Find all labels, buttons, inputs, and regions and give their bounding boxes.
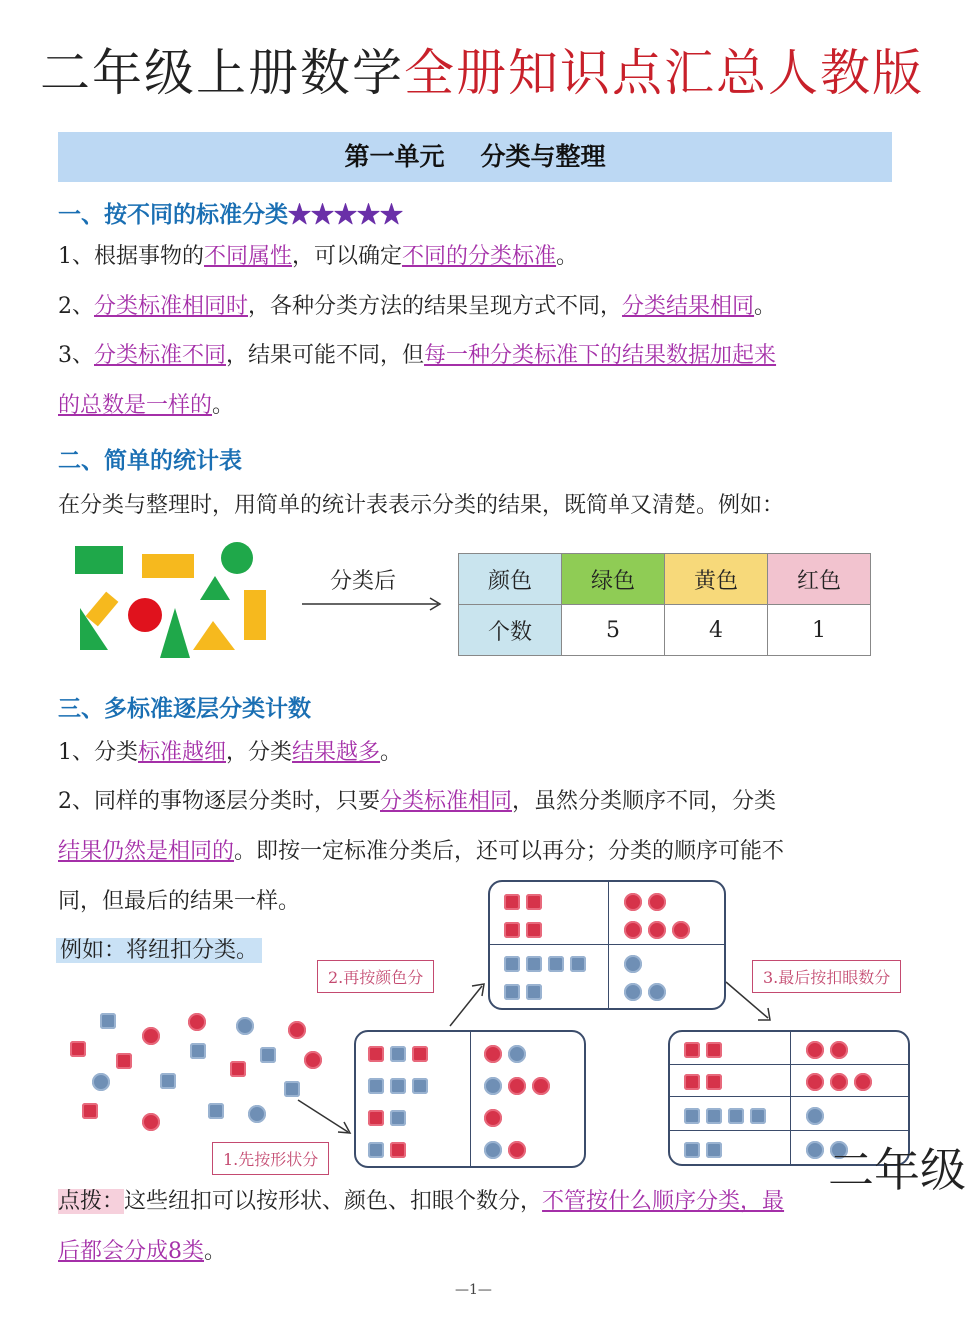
divider xyxy=(670,1096,908,1097)
divider xyxy=(670,1130,908,1131)
text: ，分类 xyxy=(226,740,293,765)
button-row xyxy=(624,952,648,974)
header-red: 红色 xyxy=(768,554,871,605)
button-icon xyxy=(624,921,642,939)
button-icon xyxy=(190,1043,206,1059)
button-icon xyxy=(484,1109,502,1127)
button-icon xyxy=(624,983,642,1001)
button-icon xyxy=(368,1078,384,1094)
text: 。 xyxy=(212,393,235,418)
button-row xyxy=(504,918,548,940)
green-triangle xyxy=(200,576,230,600)
divider xyxy=(608,882,609,1008)
shapes-illustration xyxy=(70,538,280,663)
section1-line3 xyxy=(58,340,776,372)
corner-title-fragment: 二年级 xyxy=(828,1143,966,1197)
section3-line2 xyxy=(58,786,776,818)
button-row xyxy=(368,1138,412,1160)
divider xyxy=(490,944,724,945)
button-row xyxy=(504,980,548,1002)
button-icon xyxy=(508,1077,526,1095)
button-icon xyxy=(100,1013,116,1029)
section1-line2 xyxy=(58,291,776,323)
tip-colon: ： xyxy=(102,1189,125,1214)
button-icon xyxy=(508,1141,526,1159)
example-wrapper xyxy=(56,935,262,967)
button-row xyxy=(624,890,672,912)
button-icon xyxy=(208,1103,224,1119)
underlined-key: 不同属性 xyxy=(204,244,293,269)
button-icon xyxy=(368,1110,384,1126)
section1-heading xyxy=(58,196,403,229)
button-icon xyxy=(526,894,542,910)
button-icon xyxy=(230,1061,246,1077)
underlined-key: 每一种分类标准下的结果数据加起来 xyxy=(424,343,777,368)
header-yellow: 黄色 xyxy=(665,554,768,605)
text: 1、根据事物的 xyxy=(58,244,204,269)
button-icon xyxy=(70,1041,86,1057)
button-icon xyxy=(160,1073,176,1089)
button-icon xyxy=(304,1051,322,1069)
button-icon xyxy=(504,922,520,938)
red-circle xyxy=(128,598,162,632)
button-row xyxy=(484,1106,508,1128)
text: ，虽然分类顺序不同，分类 xyxy=(512,789,777,814)
text: 2、同样的事物逐层分类时，只要 xyxy=(58,789,380,814)
button-row xyxy=(684,1104,772,1126)
section2-heading: 二、简单的统计表 xyxy=(58,447,242,474)
count-green: 5 xyxy=(562,605,665,656)
button-row xyxy=(806,1104,830,1126)
button-icon xyxy=(684,1108,700,1124)
button-icon xyxy=(390,1142,406,1158)
text: ，结果可能不同，但 xyxy=(226,343,425,368)
header-green: 绿色 xyxy=(562,554,665,605)
button-icon xyxy=(412,1078,428,1094)
button-row xyxy=(368,1074,434,1096)
button-row xyxy=(368,1106,412,1128)
button-icon xyxy=(390,1110,406,1126)
button-icon xyxy=(92,1073,110,1091)
header-color: 颜色 xyxy=(459,554,562,605)
button-icon xyxy=(648,921,666,939)
button-icon xyxy=(504,956,520,972)
yellow-triangle xyxy=(193,621,235,650)
button-icon xyxy=(570,956,586,972)
button-icon xyxy=(526,922,542,938)
divider xyxy=(670,1064,908,1065)
button-row xyxy=(624,980,672,1002)
count-red: 1 xyxy=(768,605,871,656)
button-icon xyxy=(648,983,666,1001)
button-icon xyxy=(284,1081,300,1097)
text: 3、 xyxy=(58,343,94,368)
button-icon xyxy=(526,956,542,972)
button-icon xyxy=(508,1045,526,1063)
button-icon xyxy=(526,984,542,1000)
title-black: 二年级上册数学 xyxy=(40,44,404,102)
button-icon xyxy=(116,1053,132,1069)
underlined-key: 分类结果相同 xyxy=(622,294,755,319)
underlined-key: 后都会分成8类 xyxy=(58,1239,204,1264)
button-icon xyxy=(830,1041,848,1059)
button-icon xyxy=(142,1027,160,1045)
tip-label xyxy=(58,1189,124,1214)
button-icon xyxy=(484,1141,502,1159)
statistics-table xyxy=(458,553,871,656)
button-icon xyxy=(728,1108,744,1124)
underlined-key: 分类标准不同 xyxy=(94,343,227,368)
underlined-key: 不管按什么顺序分类，最 xyxy=(542,1189,785,1214)
section1-heading-text: 一、按不同的标准分类 xyxy=(58,201,288,228)
button-icon xyxy=(368,1046,384,1062)
button-row xyxy=(504,952,592,974)
row-label: 个数 xyxy=(459,605,562,656)
example-label: 例如：将纽扣分类。 xyxy=(56,938,262,963)
text: 。 xyxy=(556,244,579,269)
button-icon xyxy=(806,1041,824,1059)
section3-line3 xyxy=(58,836,784,868)
tip-label-text: 点拨 xyxy=(58,1189,103,1214)
button-row xyxy=(484,1074,556,1096)
button-icon xyxy=(706,1074,722,1090)
button-icon xyxy=(750,1108,766,1124)
button-icon xyxy=(672,921,690,939)
button-icon xyxy=(484,1077,502,1095)
button-icon xyxy=(248,1105,266,1123)
button-icon xyxy=(684,1042,700,1058)
button-row xyxy=(368,1042,434,1064)
button-icon xyxy=(806,1073,824,1091)
button-icon xyxy=(484,1045,502,1063)
unit-name: 第一单元 xyxy=(344,142,445,171)
color-classification-box xyxy=(488,880,726,1010)
button-icon xyxy=(260,1047,276,1063)
green-circle xyxy=(221,542,253,574)
button-icon xyxy=(390,1046,406,1062)
title-red: 全册知识点汇总人教版 xyxy=(404,44,924,102)
text: 。 xyxy=(380,740,403,765)
button-row xyxy=(806,1038,854,1060)
table-header-row xyxy=(459,554,871,605)
text: 2、 xyxy=(58,294,94,319)
step3-label: 3.最后按扣眼数分 xyxy=(752,960,901,993)
button-icon xyxy=(624,893,642,911)
button-icon xyxy=(706,1142,722,1158)
arrow-label: 分类后 xyxy=(330,569,397,594)
step2-label: 2.再按颜色分 xyxy=(317,960,434,993)
button-icon xyxy=(854,1073,872,1091)
button-row xyxy=(504,890,548,912)
yellow-rectangle xyxy=(142,554,194,578)
underlined-key: 结果越多 xyxy=(292,740,381,765)
text: ，可以确定 xyxy=(292,244,403,269)
underlined-key: 标准越细 xyxy=(138,740,227,765)
button-icon xyxy=(142,1113,160,1131)
button-icon xyxy=(806,1141,824,1159)
yellow-tall-rectangle xyxy=(244,590,266,640)
button-icon xyxy=(532,1077,550,1095)
button-icon xyxy=(504,984,520,1000)
text: 。 xyxy=(754,294,777,319)
right-arrow-icon xyxy=(300,596,445,612)
page-number: —1— xyxy=(455,1282,492,1298)
underlined-key: 分类标准相同 xyxy=(380,789,513,814)
button-row xyxy=(624,918,696,940)
underlined-key: 的总数是一样的 xyxy=(58,393,213,418)
button-icon xyxy=(236,1017,254,1035)
button-icon xyxy=(806,1107,824,1125)
button-row xyxy=(684,1138,728,1160)
tip-line2 xyxy=(58,1236,226,1268)
button-row xyxy=(484,1042,532,1064)
underlined-key: 分类标准相同时 xyxy=(94,294,249,319)
unit-topic: 分类与整理 xyxy=(480,142,606,171)
button-row xyxy=(806,1070,878,1092)
button-icon xyxy=(684,1142,700,1158)
section3-heading: 三、多标准逐层分类计数 xyxy=(58,695,311,722)
shape-classification-box xyxy=(354,1030,586,1168)
text: ，各种分类方法的结果呈现方式不同， xyxy=(248,294,623,319)
green-tall-triangle xyxy=(160,608,190,658)
button-icon xyxy=(624,955,642,973)
step1-label: 1.先按形状分 xyxy=(212,1142,329,1175)
section3-line1 xyxy=(58,737,402,769)
text: 这些纽扣可以按形状、颜色、扣眼个数分， xyxy=(124,1189,543,1214)
button-icon xyxy=(368,1142,384,1158)
arrow-to-box1-icon xyxy=(296,1098,356,1138)
green-rectangle xyxy=(75,546,123,574)
button-icon xyxy=(288,1021,306,1039)
button-row xyxy=(484,1138,532,1160)
button-icon xyxy=(188,1013,206,1031)
section3-line4: 同，但最后的结果一样。 xyxy=(58,889,301,914)
button-icon xyxy=(706,1042,722,1058)
tip-line1 xyxy=(58,1186,784,1218)
text: 。即按一定标准分类后，还可以再分；分类的顺序可能不 xyxy=(234,839,785,864)
page-title xyxy=(40,38,924,108)
button-row xyxy=(684,1038,728,1060)
button-icon xyxy=(504,894,520,910)
unit-header xyxy=(58,132,892,182)
yellow-bar xyxy=(86,592,119,627)
button-icon xyxy=(684,1074,700,1090)
text: 1、分类 xyxy=(58,740,138,765)
button-icon xyxy=(830,1073,848,1091)
button-icon xyxy=(390,1078,406,1094)
arrow-to-box3-icon xyxy=(724,980,774,1024)
divider xyxy=(790,1032,791,1164)
count-yellow: 4 xyxy=(665,605,768,656)
arrow-to-box2-icon xyxy=(446,980,488,1028)
underlined-key: 不同的分类标准 xyxy=(402,244,557,269)
button-row xyxy=(684,1070,728,1092)
button-icon xyxy=(412,1046,428,1062)
section2-text: 在分类与整理时，用简单的统计表表示分类的结果，既简单又清楚。例如： xyxy=(58,493,785,518)
section1-line1 xyxy=(58,241,578,273)
button-icon xyxy=(706,1108,722,1124)
table-row xyxy=(459,605,871,656)
stars-rating: ★★★★★ xyxy=(288,201,403,228)
button-icon xyxy=(648,893,666,911)
button-icon xyxy=(82,1103,98,1119)
underlined-key: 结果仍然是相同的 xyxy=(58,839,235,864)
divider xyxy=(470,1032,471,1166)
section1-line4 xyxy=(58,390,234,422)
button-icon xyxy=(548,956,564,972)
text: 。 xyxy=(204,1239,227,1264)
